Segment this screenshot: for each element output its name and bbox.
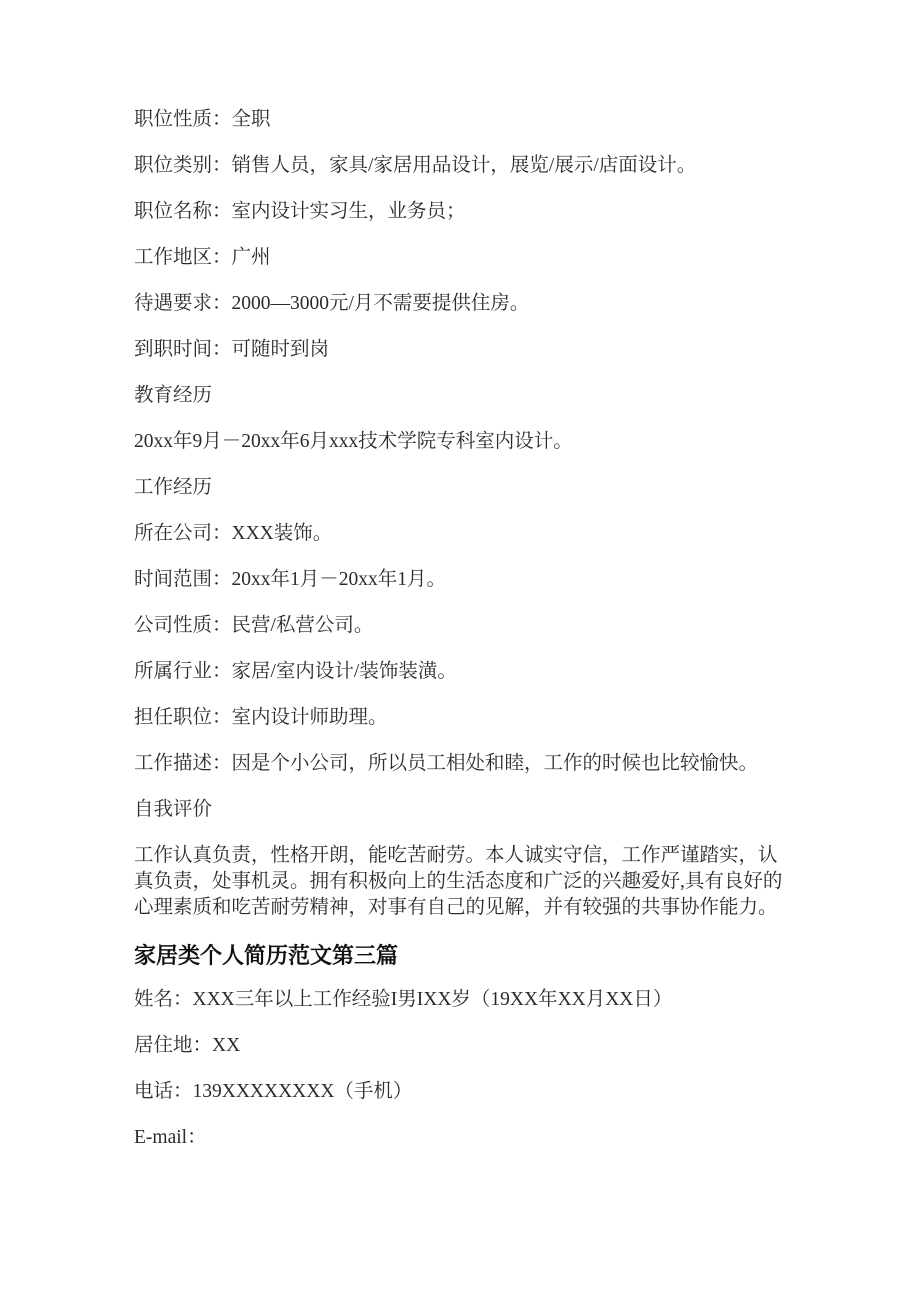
line-education-detail: 20xx年9月－20xx年6月xxx技术学院专科室内设计。: [134, 431, 573, 452]
paragraph-self-evaluation: 工作认真负责，性格开朗，能吃苦耐劳。本人诚实守信，工作严谨踏实，认真负责，处事机灵。拥有积极向上的生活态度和广泛的兴趣爱好,具有良好的心理素质和吃苦耐劳精神，对事有自己的见解，并有较强的共事协作能力。: [134, 845, 783, 918]
line-start-time: 到职时间：可随时到岗: [134, 339, 330, 360]
section-label-work-experience: 工作经历: [134, 477, 213, 498]
line-phone: 电话：139XXXXXXXX（手机）: [134, 1081, 413, 1102]
line-time-range: 时间范围：20xx年1月－20xx年1月。: [134, 569, 447, 590]
line-position-held: 担任职位：室内设计师助理。: [134, 707, 388, 728]
line-email: E-mail：: [134, 1127, 207, 1148]
section-label-self-evaluation: 自我评价: [134, 799, 213, 820]
section-label-education: 教育经历: [134, 385, 213, 406]
line-position-title: 职位名称：室内设计实习生，业务员；: [134, 201, 466, 222]
heading-resume-sample-3: 家居类个人简历范文第三篇: [134, 943, 399, 968]
line-work-description: 工作描述：因是个小公司，所以员工相处和睦，工作的时候也比较愉快。: [134, 753, 759, 774]
line-salary-requirement: 待遇要求：2000—3000元/月不需要提供住房。: [134, 293, 530, 314]
line-company: 所在公司：XXX装饰。: [134, 523, 333, 544]
line-residence: 居住地：XX: [134, 1035, 241, 1056]
line-name: 姓名：XXX三年以上工作经验I男IXX岁（19XX年XX月XX日）: [134, 989, 673, 1010]
line-company-type: 公司性质：民营/私营公司。: [134, 615, 374, 636]
line-industry: 所属行业：家居/室内设计/装饰装潢。: [134, 661, 457, 682]
line-position-type: 职位性质：全职: [134, 109, 271, 130]
line-work-region: 工作地区：广州: [134, 247, 271, 268]
line-position-category: 职位类别：销售人员，家具/家居用品设计，展览/展示/店面设计。: [134, 155, 697, 176]
